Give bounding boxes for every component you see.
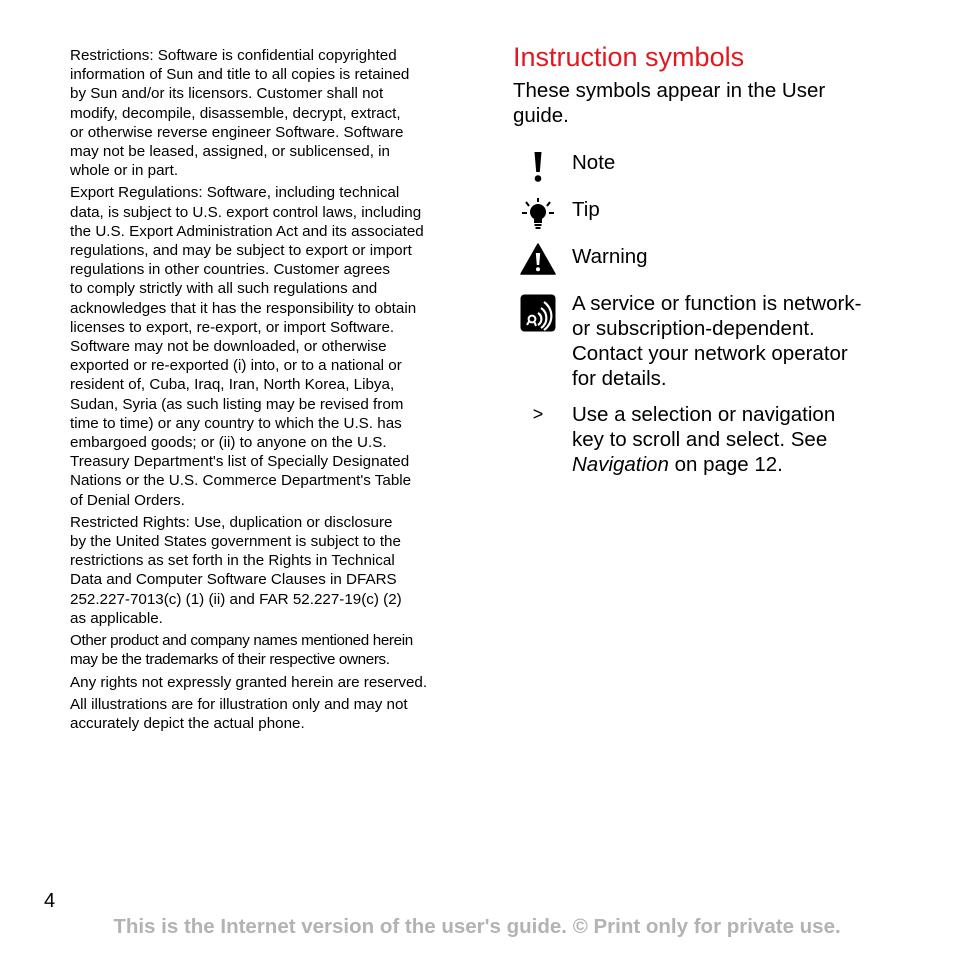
exclamation-note-icon (513, 150, 563, 184)
warning-label: Warning (572, 245, 648, 268)
section-intro: These symbols appear in the User guide. (513, 79, 826, 127)
illustrations-paragraph: All illustrations are for illustration only and may not accurately depict the actual phone. (70, 695, 408, 732)
navigation-description (572, 402, 902, 477)
network-dependent-icon (513, 294, 563, 332)
legal-text-column (70, 46, 454, 736)
lightbulb-tip-icon (513, 197, 563, 231)
export-regulations-paragraph: Export Regulations: Software, including technical data, is subject to U.S. export control laws, including the U.S. Export Administration Act and its associated regulations, and may be subject to export or import regulations in other countries. Customer agrees to comply strictly with all such regulations and acknowledges that it has the responsibility to obtain licenses to export, re-export, or import Software. Software may not be downloaded, or otherwise exported or re-exported (i) into, or to a national or resident of, Cuba, Iraq, Iran, North Korea, Libya, Sudan, Syria (as such listing may be revised from time to time) or any country to which the U.S. has embargoed goods; or (ii) to anyone on the U.S. Treasury Department's list of Specially Designated Nations or the U.S. Commerce Department's Table of Denial Orders. (70, 184, 424, 509)
note-label: Note (572, 151, 616, 174)
rights-reserved-paragraph: Any rights not expressly granted herein are reserved. (70, 673, 428, 691)
tip-label: Tip (572, 198, 600, 221)
restricted-rights-paragraph: Restricted Rights: Use, duplication or disclosure by the United States government is subject to the restrictions as set forth in the Rights in Technical Data and Computer Software Clauses in DFARS 252.227-7013(c) (1) (ii) and FAR 52.227-19(c) (2) as applicable. (70, 513, 402, 627)
warning-triangle-icon (513, 242, 563, 276)
restrictions-paragraph: Restrictions: Software is confidential copyrighted information of Sun and title to all copies is retained by Sun and/or its licensors. Customer shall not modify, decompile, disassemble, decrypt, extract, or otherwise reverse engineer Software. Software may not be leased, assigned, or sublicensed, in whole or in part. (70, 47, 410, 180)
navigation-text: Use a selection or navigation key to scroll and select. See (572, 403, 836, 451)
instruction-symbols-section (513, 40, 913, 476)
navigation-link[interactable]: Navigation (572, 453, 669, 476)
trademarks-paragraph: Other product and company names mentioned herein may be the trademarks of their respective owners. (70, 632, 413, 669)
section-title: Instruction symbols (513, 42, 745, 72)
page-number: 4 (44, 890, 56, 912)
navigation-page-ref: on page 12. (668, 453, 783, 476)
navigation-symbol: > (532, 404, 544, 424)
network-dependent-label: A service or function is network- or subscription-dependent. Contact your network operator for details. (572, 292, 862, 390)
internet-version-notice: This is the Internet version of the user's guide. © Print only for private use. (113, 915, 841, 938)
